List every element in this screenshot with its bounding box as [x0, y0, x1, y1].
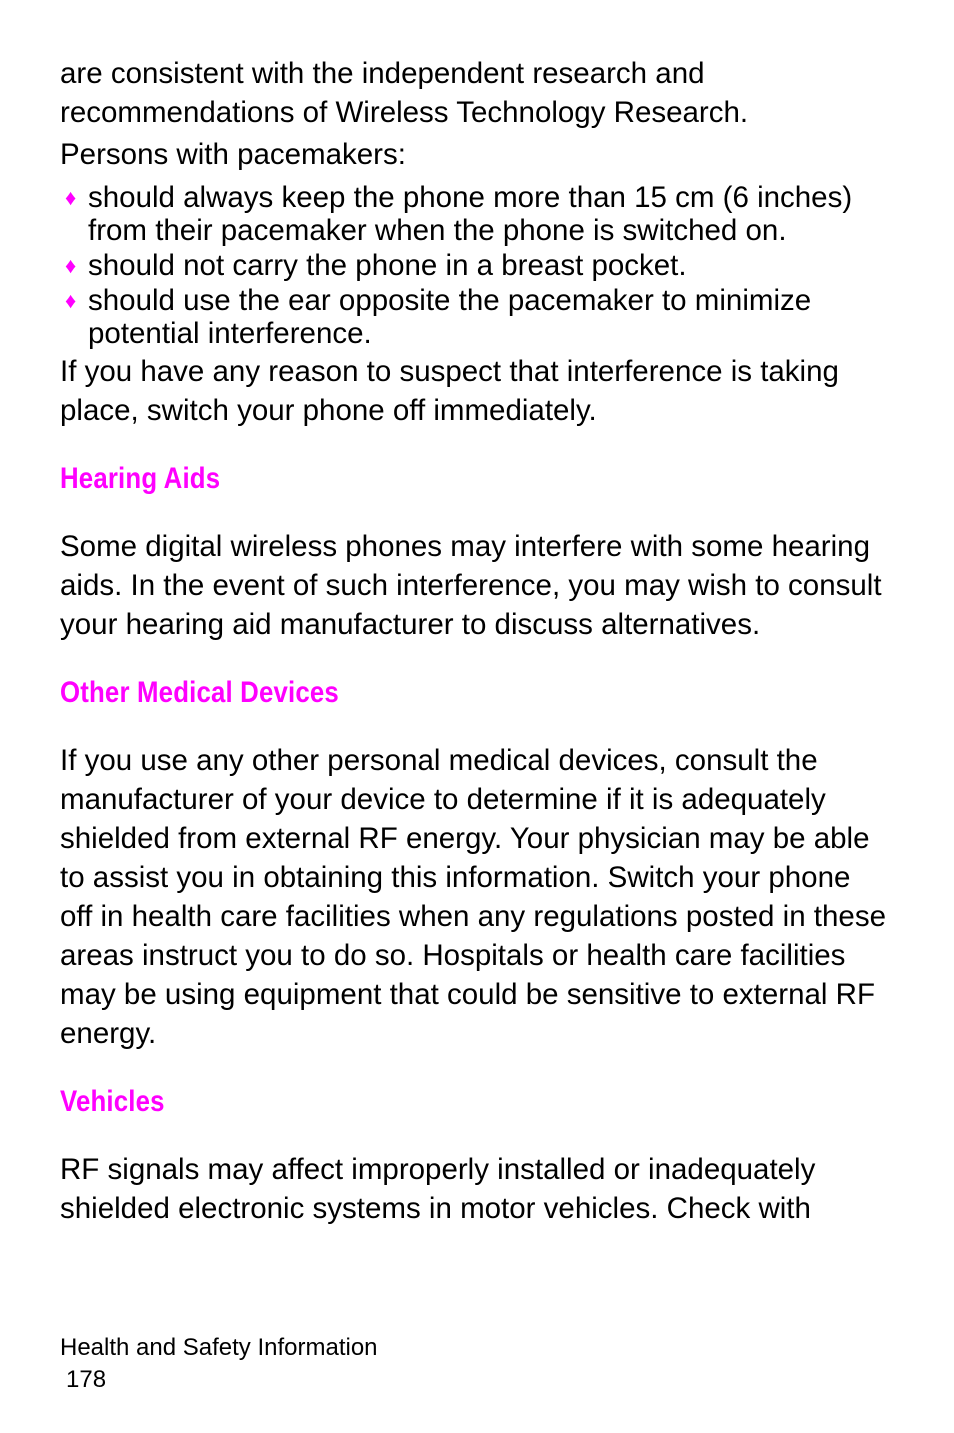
page-number: 178 — [66, 1366, 107, 1393]
other-medical-devices-heading: Other Medical Devices — [60, 676, 339, 709]
list-item — [60, 284, 890, 350]
diamond-bullet-icon: ♦ — [65, 288, 77, 313]
hearing-aids-heading: Hearing Aids — [60, 462, 221, 495]
vehicles-heading: Vehicles — [60, 1085, 165, 1118]
bullet-text: should not carry the phone in a breast pocket. — [88, 249, 687, 282]
list-item — [60, 249, 890, 282]
hearing-aids-body: Some digital wireless phones may interfere with some hearing aids. In the event of such interference, you may wish to consult your hearing aid manufacturer to discuss alternatives. — [60, 530, 882, 641]
pacemaker-bullet-list — [60, 181, 890, 350]
diamond-bullet-icon: ♦ — [65, 253, 77, 278]
other-medical-devices-body: If you use any other personal medical devices, consult the manufacturer of your device to determine if it is adequately shielded from external RF energy. Your physician may be able to assist you in obtaining this information. Switch your phone off in health care facilities when any regulations posted in these areas instruct you to do so. Hospitals or health care facilities may be using equipment that could be sensitive to external RF energy. — [60, 744, 886, 1050]
bullet-text: should use the ear opposite the pacemaker to minimize potential interference. — [88, 284, 812, 350]
vehicles-body: RF signals may affect improperly installed or inadequately shielded electronic systems in motor vehicles. Check with — [60, 1153, 816, 1225]
intro-paragraph-3: If you have any reason to suspect that interference is taking place, switch your phone off immediately. — [60, 355, 839, 427]
page-footer — [60, 1332, 378, 1396]
intro-paragraph-2: Persons with pacemakers: — [60, 138, 406, 171]
footer-section-name: Health and Safety Information — [60, 1334, 378, 1361]
page-content — [60, 54, 890, 1228]
bullet-text: should always keep the phone more than 15 cm (6 inches) from their pacemaker when the phone is switched on. — [88, 181, 853, 247]
intro-paragraph-1: are consistent with the independent research and recommendations of Wireless Technology Research. — [60, 57, 749, 129]
diamond-bullet-icon: ♦ — [65, 185, 77, 210]
list-item — [60, 181, 890, 247]
